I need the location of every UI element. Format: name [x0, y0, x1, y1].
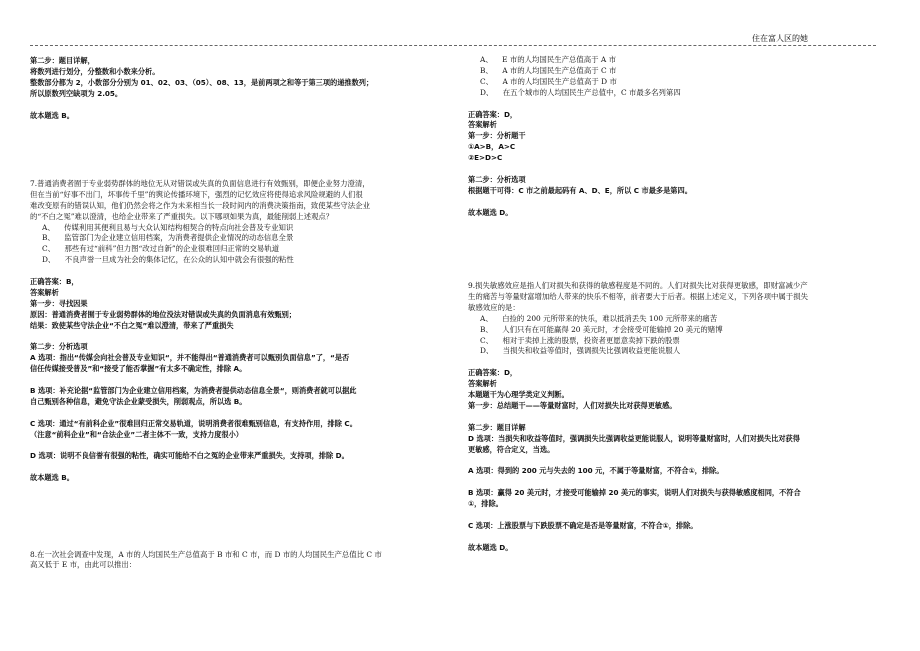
- q7-step1-title: 第一步：寻找因果: [30, 298, 88, 308]
- q7-analysis-title: 答案解析: [30, 287, 59, 297]
- q9-option-a: A、 白捡的 200 元所带来的快乐，难以抵消丢失 100 元所带来的痛苦: [480, 313, 718, 323]
- question-8-continued: [468, 55, 888, 219]
- q8-answer: 正确答案：D，: [468, 109, 518, 119]
- q7-option-c-analysis-2: （注意“前科企业”和“合法企业”二者主体不一致，支持力度很小）: [30, 429, 243, 439]
- q7-result: 结果：致使某些守法企业“不白之冤”难以澄清，带来了严重损失: [30, 320, 234, 330]
- q9-option-c: C、 相对于卖掉上涨的股票，投资者更愿意卖掉下跌的股票: [480, 335, 680, 345]
- header-title: 住在富人区的她: [752, 34, 808, 43]
- q7-option-a-analysis-2: 信任传媒接受普及”和“接受了能否掌握”有太多不确定性，排除 A。: [30, 364, 247, 374]
- q8-step1-title: 第一步：分析题干: [468, 131, 526, 141]
- q7-stem-line2: 但在当前“好事不出门，坏事传千里”的舆论传播环境下，强烈的记忆效应将使得追求风险规避的人们很: [30, 189, 363, 199]
- q8-point1: ①A>B，A>C: [468, 142, 516, 152]
- q7-option-d-analysis: D 选项：说明不良信誉有很强的粘性，确实可能给不白之冤的企业带来严重损失，支持项，排除 D。: [30, 451, 349, 461]
- q9-option-d: D、 当损失和收益等值时，强调损失比强调收益更能说服人: [480, 346, 681, 356]
- q8-analysis-title: 答案解析: [468, 120, 497, 130]
- q9-option-b-analysis-1: B 选项：赢得 20 美元时，才接受可能输掉 20 美元的事实，说明人们对损失与获得敏感度相同，不符合: [468, 488, 801, 498]
- q7-conclusion: 故本题选 B。: [30, 473, 74, 483]
- q6-line2: 整数部分都为 2，小数部分分别为 01、02、03、（05）、08、13，是前两项之和等于第三项的递推数列；: [30, 77, 374, 87]
- q9-stem-line2: 生的痛苦与等量财富增加给人带来的快乐不相等，前者要大于后者。根据上述定义，下列各项中属于损失: [468, 291, 808, 301]
- q9-stem-line3: 敏感效应的是：: [468, 302, 520, 312]
- q9-option-b-analysis-2: ①，排除。: [468, 499, 503, 509]
- right-column: [468, 55, 888, 554]
- q8-point2: ②E>D>C: [468, 153, 503, 163]
- q8-option-c: C、 A 市的人均国民生产总值高于 D 市: [480, 76, 617, 86]
- q8-step2-title: 第二步：分析选项: [468, 174, 526, 184]
- question-7: [30, 179, 455, 484]
- q8-stem-line2: 高又低于 E 市，由此可以推出：: [30, 560, 137, 570]
- q8-stem-line1: 8.在一次社会调查中发现，A 市的人均国民生产总值高于 B 市和 C 市，而 D 市的人均国民生产总值比 C 市: [30, 549, 382, 559]
- q7-option-a-analysis-1: A 选项：指出“传媒会向社会普及专业知识“，并不能得出“普通消费者可以甄别负面信息”了，“是否: [30, 353, 350, 363]
- q7-option-b: B、 监管部门为企业建立信用档案，为消费者提供企业情况的动态信息全景: [42, 233, 294, 243]
- q9-option-d-analysis-2: 更敏感，符合定义，当选。: [468, 444, 555, 454]
- left-column: [30, 56, 455, 571]
- q7-cause: 原因：普通消费者囿于专业弱势群体的地位没法对错误或失真的负面消息有效甄别；: [30, 309, 296, 319]
- q7-option-d: D、 不良声誉一旦成为社会的集体记忆，在公众的认知中就会有很强的粘性: [42, 255, 294, 265]
- q9-answer: 正确答案：D，: [468, 368, 518, 378]
- header-divider: [30, 45, 876, 46]
- q9-analysis-title: 答案解析: [468, 379, 497, 389]
- question-9: [468, 281, 888, 554]
- q8-option-d: D、 在五个城市的人均国民生产总值中，C 市最多名列第四: [480, 87, 681, 97]
- q8-option-b: B、 A 市的人均国民生产总值高于 C 市: [480, 65, 617, 75]
- q7-option-b-analysis-1: B 选项：补充论据“监管部门为企业建立信用档案，为消费者提供动态信息全景“，则消费者就可以据此: [30, 386, 357, 396]
- q7-step2-title: 第二步：分析选项: [30, 342, 88, 352]
- q9-step2-title: 第二步：题目详解: [468, 422, 526, 432]
- q9-note: 本题题干为心理学类定义判断。: [468, 390, 569, 400]
- q6-step2-title: 第二步：题目详解，: [30, 56, 95, 65]
- q9-conclusion: 故本题选 D。: [468, 542, 513, 552]
- q9-option-d-analysis-1: D 选项：当损失和收益等值时，强调损失比强调收益更能说服人，说明等量财富时，人们对损失比对获得: [468, 433, 800, 443]
- q8-option-a: A、 E 市的人均国民生产总值高于 A 市: [480, 55, 616, 64]
- q6-line3: 所以原数列空缺项为 2.05。: [30, 88, 123, 98]
- q7-stem-line4: 的“不白之冤”难以澄清，也给企业带来了严重损失。以下哪项如果为真，最能削弱上述观点？: [30, 211, 334, 221]
- q7-answer: 正确答案：B，: [30, 277, 79, 287]
- q8-detail: 根据题干可得：C 市之前最起码有 A、D、E，所以 C 市最多是第四。: [468, 185, 692, 195]
- q7-option-a: A、 传媒利用其便利且易与大众认知结构相契合的特点向社会普及专业知识: [42, 222, 294, 232]
- q9-option-c-analysis: C 选项：上涨股票与下跌股票不确定是否是等量财富，不符合①，排除。: [468, 520, 698, 530]
- q7-stem-line1: 7.普通消费者囿于专业弱势群体的地位无从对错误或失真的负面信息进行有效甄别，即便企业努力澄清，: [30, 178, 370, 188]
- page-header: [0, 0, 920, 46]
- q7-stem-line3: 难改变原有的错误认知，他们仍然会将之作为未来相当长一段时间内的消费决策指南，致使某些守法企业: [30, 200, 370, 210]
- q9-step1-title: 第一步：总结题干——等量财富时，人们对损失比对获得更敏感。: [468, 400, 677, 410]
- q7-option-c: C、 那些有过“前科”但力图“改过自新”的企业很难回归正常的交易轨道: [42, 244, 280, 254]
- question-6-tail: [30, 56, 455, 121]
- q7-option-c-analysis-1: C 选项：通过“有前科企业”很难回归正常交易轨道，说明消费者很难甄别信息，有支持作用，排除 C。: [30, 418, 357, 428]
- q9-option-a-analysis: A 选项：得到的 200 元与失去的 100 元，不属于等量财富，不符合①，排除。: [468, 466, 724, 476]
- q6-line1: 将数列进行划分，分整数和小数来分析。: [30, 66, 160, 76]
- q8-conclusion: 故本题选 D。: [468, 207, 513, 217]
- q6-conclusion: 故本题选 B。: [30, 110, 74, 120]
- question-8: [30, 550, 455, 572]
- q9-stem-line1: 9.损失敏感效应是指人们对损失和获得的敏感程度是不同的。人们对损失比对获得更敏感，即财富减少产: [468, 281, 808, 291]
- q9-option-b: B、 人们只有在可能赢得 20 美元时，才会接受可能输掉 20 美元的赌博: [480, 324, 723, 334]
- q7-option-b-analysis-2: 自己甄别各种信息，避免守法企业蒙受损失，削弱观点，所以选 B。: [30, 396, 247, 406]
